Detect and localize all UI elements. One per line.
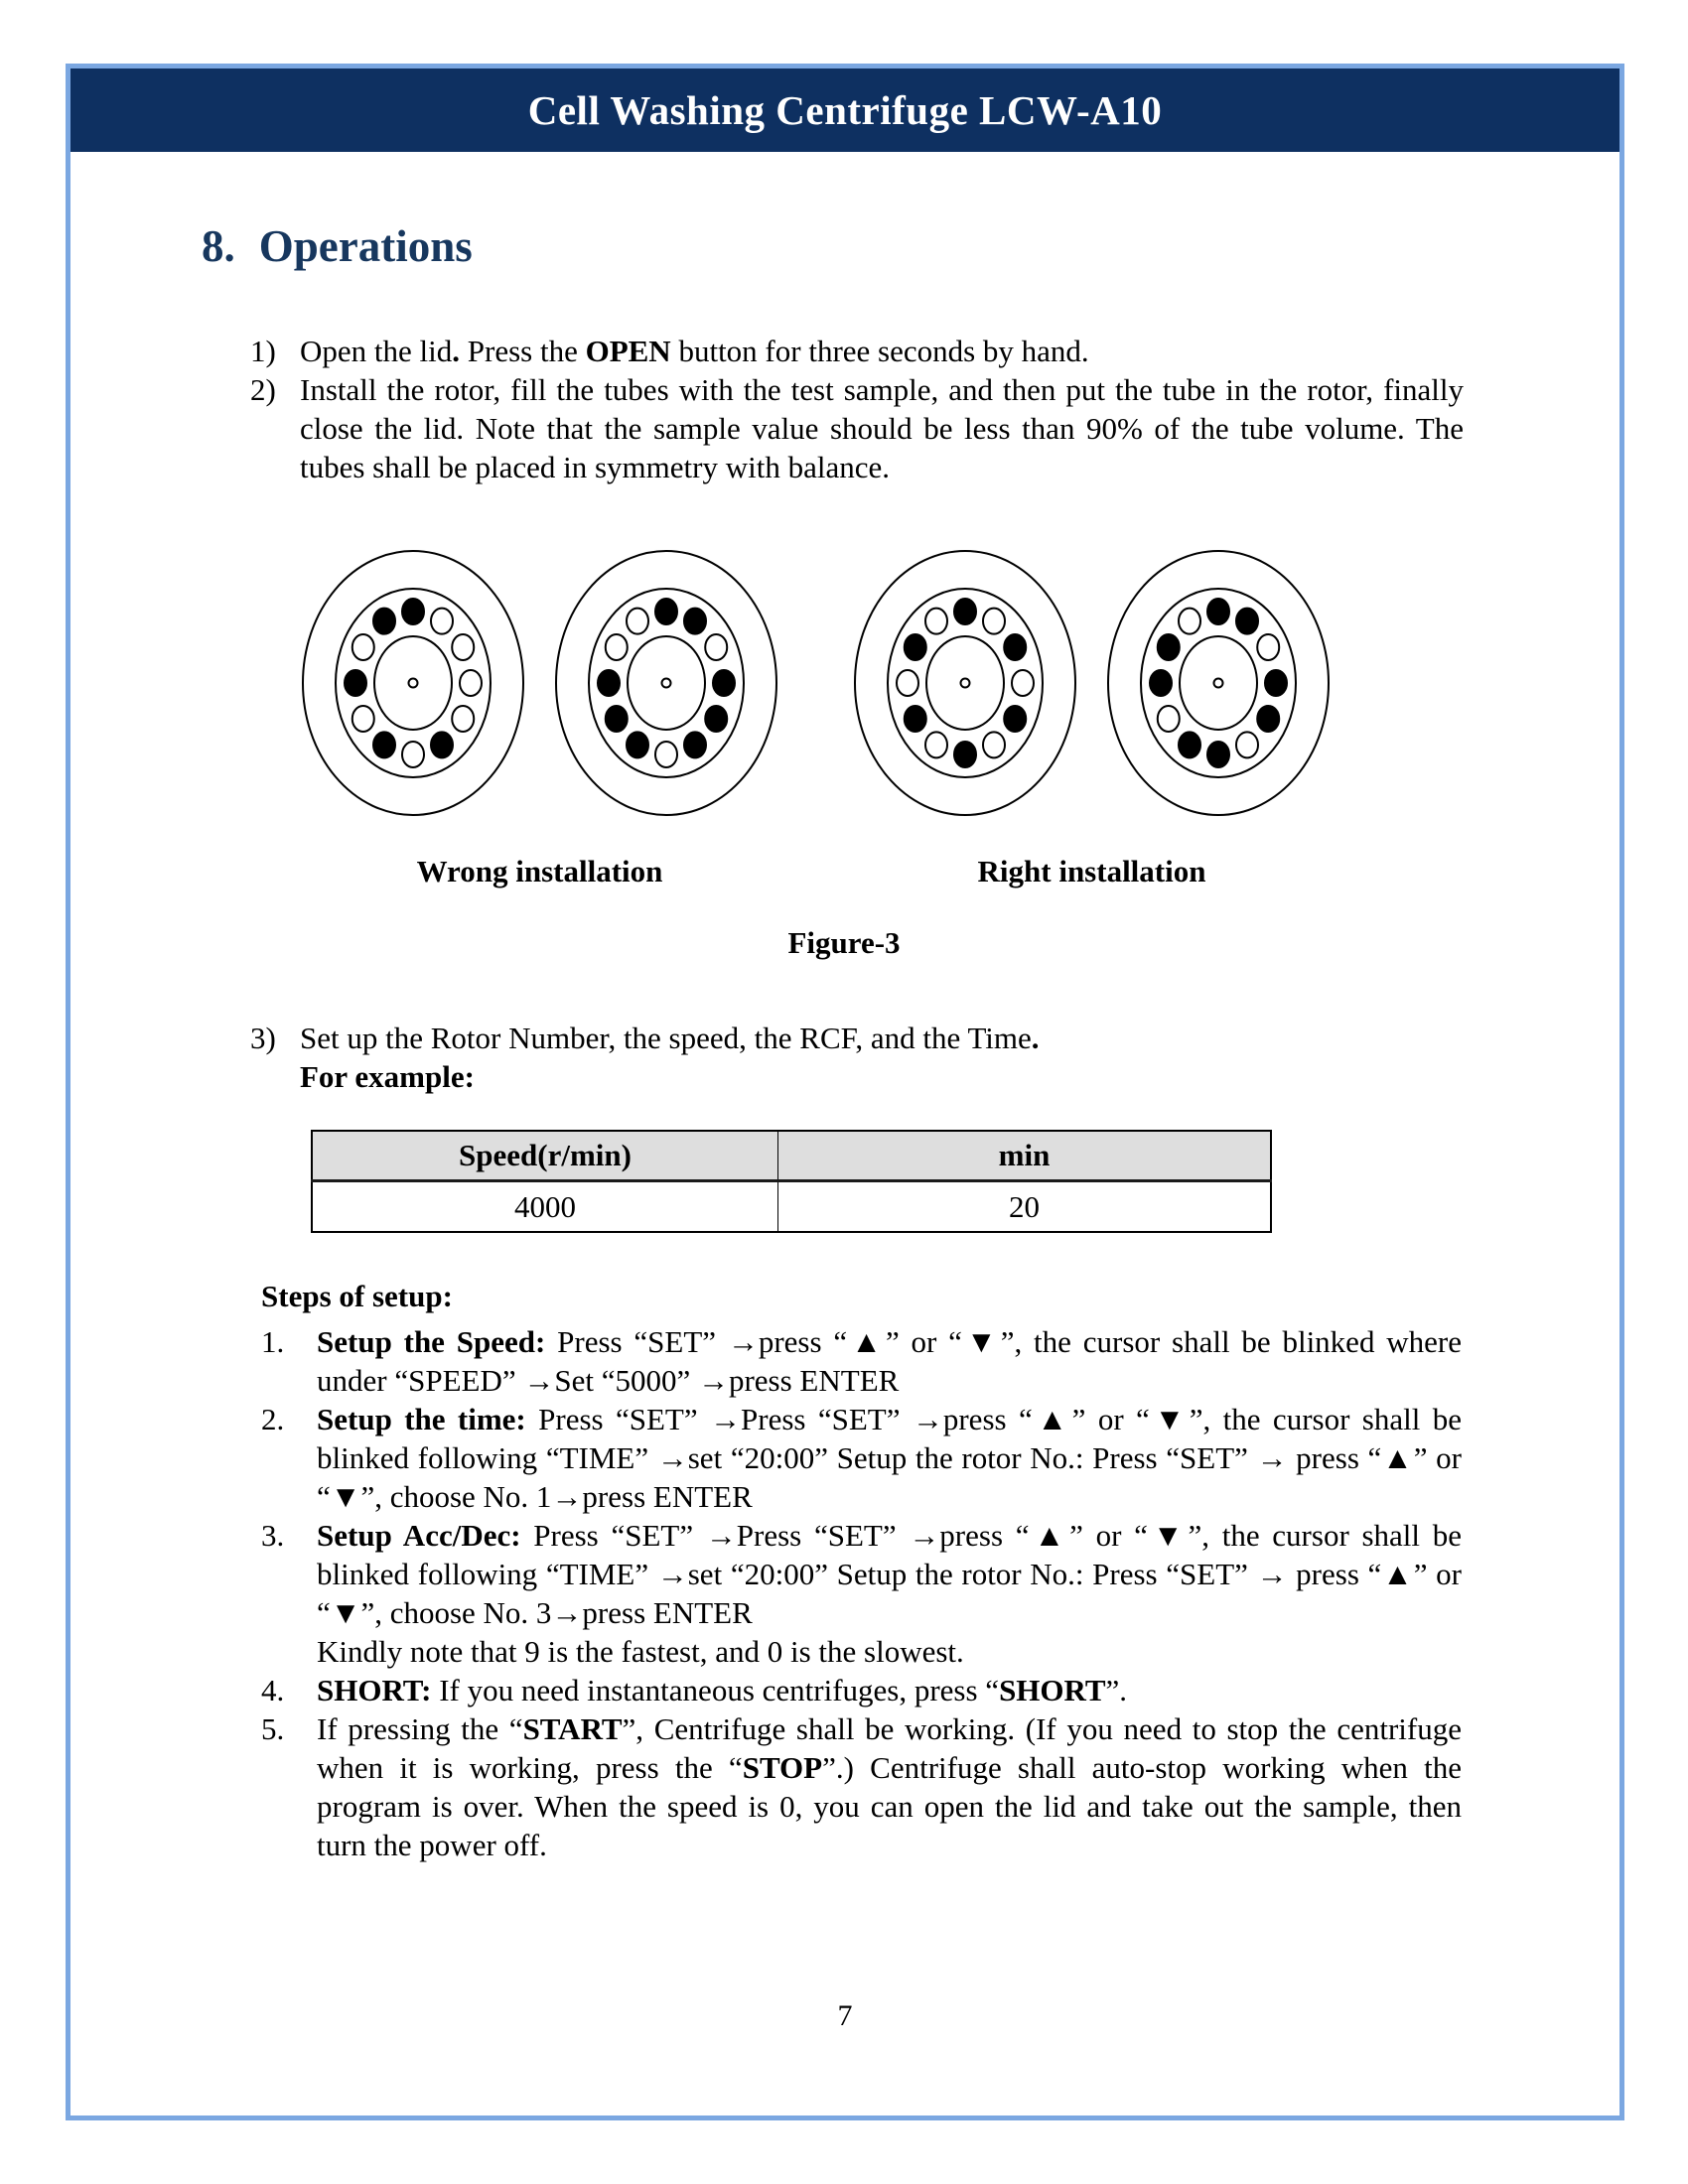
rotor-wrong-1	[299, 547, 527, 819]
list-item-marker: 1)	[250, 334, 276, 368]
table-header-row	[312, 1131, 1271, 1181]
list-item-marker: 3)	[250, 1021, 276, 1055]
list-item-text: Open the lid. Press the OPEN button for three seconds by hand.	[300, 334, 1089, 368]
list-item	[261, 1709, 1462, 1864]
steps-list	[261, 1322, 1462, 1864]
table-cell-min: 20	[777, 1181, 1271, 1233]
list-item-text: SHORT: If you need instantaneous centrifuges, press “SHORT”.	[317, 1673, 1128, 1707]
list-item-text: For example:	[300, 1059, 475, 1094]
list-item-marker: 5.	[261, 1711, 285, 1746]
list-item-text: If pressing the “START”, Centrifuge shall be working. (If you need to stop the centrifuge when it is working, press the “STOP”.) Centrifuge shall auto-stop working when the program is over. When the speed is 0, you can open the lid and take out the sample, then turn the power off.	[317, 1711, 1462, 1862]
list-item-marker: 4.	[261, 1673, 285, 1707]
list-item-text: Install the rotor, fill the tubes with the test sample, and then put the tube in the rotor, finally close the lid. Note that the sample value should be less than 90% of the tube volume. The tubes shall be placed in symmetry with balance.	[300, 372, 1464, 484]
rotor-right-2	[1104, 547, 1333, 819]
list-item-text: Setup the time: Press “SET” →Press “SET” →press “▲” or “▼”, the cursor shall be blinked following “TIME” →set “20:00” Setup the rotor No.: Press “SET” → press “▲” or “▼”, choose No. 1→press ENTER	[317, 1402, 1462, 1514]
header-bar	[70, 68, 1619, 152]
list-item-marker: 2.	[261, 1402, 285, 1436]
figure-captions	[299, 854, 1333, 889]
rotor-right-1	[851, 547, 1079, 819]
list-item-marker: 1.	[261, 1324, 285, 1359]
list-item	[250, 1019, 1464, 1096]
list-item-text: Setup Acc/Dec: Press “SET” →Press “SET” →press “▲” or “▼”, the cursor shall be blinked following “TIME” →set “20:00” Setup the rotor No.: Press “SET” → press “▲” or “▼”, choose No. 3→press ENTER	[317, 1518, 1463, 1630]
steps-heading: Steps of setup:	[261, 1279, 453, 1313]
table-cell-speed: 4000	[312, 1181, 777, 1233]
section-heading	[202, 220, 473, 272]
list-item	[250, 332, 1464, 370]
operations-list-continued	[250, 1019, 1464, 1096]
operations-list	[250, 332, 1464, 486]
figure-label: Figure-3	[787, 925, 901, 960]
list-item	[261, 1400, 1462, 1516]
figure-rotor-diagrams	[299, 547, 1333, 819]
list-item	[250, 370, 1464, 486]
caption-wrong-installation: Wrong installation	[416, 854, 663, 888]
list-item	[261, 1516, 1462, 1671]
table-header-speed: Speed(r/min)	[312, 1131, 777, 1181]
page-number: 7	[837, 1999, 853, 2032]
list-item-marker: 2)	[250, 372, 276, 407]
list-item-marker: 3.	[261, 1518, 285, 1553]
section-title: Operations	[258, 221, 473, 271]
list-item-text: Setup the Speed: Press “SET” →press “▲” or “▼”, the cursor shall be blinked where under “SPEED” →Set “5000” →press ENTER	[317, 1324, 1462, 1398]
list-item	[261, 1671, 1462, 1709]
table-header-min: min	[777, 1131, 1271, 1181]
caption-right-installation: Right installation	[977, 854, 1206, 888]
list-item	[261, 1322, 1462, 1400]
table-row	[312, 1181, 1271, 1233]
section-number: 8.	[202, 221, 235, 271]
example-table	[311, 1130, 1272, 1233]
rotor-wrong-2	[552, 547, 780, 819]
list-item-text: Set up the Rotor Number, the speed, the RCF, and the Time.	[300, 1021, 1040, 1055]
list-item-text: Kindly note that 9 is the fastest, and 0 is the slowest.	[317, 1634, 964, 1669]
header-title: Cell Washing Centrifuge LCW-A10	[527, 87, 1163, 133]
